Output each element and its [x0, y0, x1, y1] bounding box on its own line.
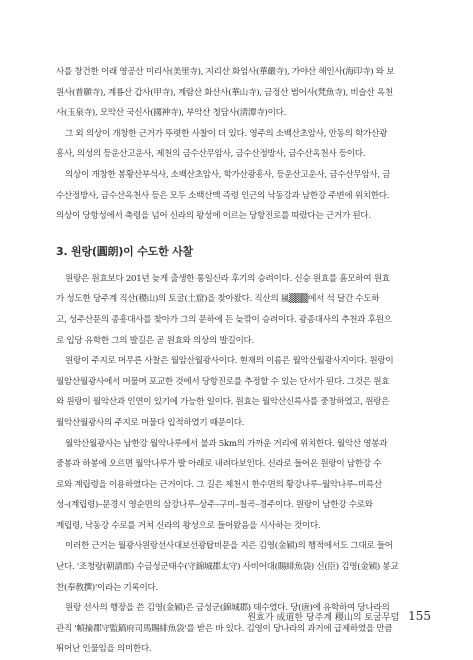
page-footer — [56, 609, 431, 623]
text-line: 난다. '조청랑(朝請郎) 수금성군태수(守錦城郡太守) 사비어대(賜緋魚袋) 신(臣) 김영(金穎) 봉교 — [56, 562, 399, 573]
text-line: 고, 성주산문의 종흥대사를 찾아가 그의 문하에 든 늦깎이 승려이다. 광종대사의 추천과 후원으 — [56, 314, 392, 325]
text-line: 의상이 당항성에서 축령을 넘어 신라의 왕성에 이르는 당항진로를 따랐다는 근거가 된다. — [56, 211, 371, 222]
text-line: 사(玉泉寺), 모악산 국신사(國神寺), 부악산 청담사(淸潭寺)이다. — [56, 108, 287, 119]
text-line: 중봉과 하봉에 오르면 월악나루가 발 아래로 내려다보인다. 신라로 들어온 원랑이 남한강 수 — [56, 459, 382, 470]
section-heading: 3. 원랑(圓朗)이 수도한 사찰 — [56, 244, 193, 258]
text-line: 원랑 선사의 행장을 쓴 김영(金穎)은 금성군(錦城郡) 태수였다. 당(唐)에 유학하여 당나라의 — [65, 603, 390, 614]
page-number: 155 — [408, 609, 431, 623]
text-line: 월악산월광사는 남한강 월악나루에서 불과 5km의 가까운 거리에 위치한다. 월악산 영봉과 — [65, 438, 388, 449]
text-line: 그 외 의상이 개창한 근거가 뚜렷한 사찰이 더 있다. 영주의 소백산초암사, 안동의 학가산광 — [65, 128, 388, 139]
document-page — [56, 62, 426, 660]
text-line: 사를 창건한 이래 영공산 미리사(美里寺), 지리산 화엄사(華嚴寺), 가야산 해인사(海印寺) 와 보 — [56, 67, 395, 77]
text-line: 흥사, 의성의 등운산고운사, 제천의 금수산무암사, 금수산정방사, 금수산옥천사 등이다. — [56, 149, 366, 160]
text-line: 원랑이 주지로 머무른 사찰은 월암산월광사이다. 현재의 이름은 월악산월광사지이다. 원랑이 — [65, 356, 394, 367]
text-line: 로와 계립령을 이용하였다는 근거이다. 그 길은 제천시 한수면의 황강나루–월악나루–미륵산 — [56, 479, 382, 490]
text-line: 와 원랑이 월악산과 인연이 있기에 가능한 일이다. 원효는 월악산신륵사를 중창하였고, 원랑은 — [56, 397, 390, 408]
text-line: 뛰어난 인물임을 의미한다. — [56, 644, 152, 655]
running-title: 원효가 成道한 당주계 稷山의 토굴무덤 — [247, 613, 400, 623]
body-text-top — [56, 62, 426, 227]
text-line: 원랑은 원효보다 201년 늦게 출생한 통일신라 후기의 승려이다. 신승 원효를 흠모하여 원효 — [65, 273, 390, 284]
text-line: 수산정방사, 금수산옥천사 등은 모두 소백산맥 즉령 인근의 낙동강과 남한강 주변에 위치한다. — [56, 190, 390, 201]
text-line: 로 입당 유학한 그의 발길은 곧 원효와 의상의 발길이다. — [56, 335, 254, 346]
text-line: 월악산월광사의 주지로 머물다 입적하였기 때문이다. — [56, 417, 245, 428]
text-line: 월암산월광사에서 머물며 포교한 것에서 당항진로를 추정할 수 있는 단서가 된다. 그것은 원효 — [56, 376, 390, 387]
text-line: 원사(普願寺), 계룡산 갑사(甲寺), 계람산 화산사(華山寺), 금정산 범어사(梵魚寺), 비슬산 옥천 — [56, 87, 393, 98]
text-line: 의상이 개창한 봉황산부석사, 소백산초암사, 학가산광흥사, 등운산고운사, 금수산무암사, 금 — [65, 169, 391, 180]
text-line: 이러한 근거는 월광사원랑선사대보선광탑비문을 지은 김영(金穎)의 행적에서도 그대로 들어 — [65, 541, 393, 552]
text-line: 성–(계립령)–문경시 영순면의 삼강나루–상주–구미–칠곡–경주이다. 원랑이 남한강 수로와 — [56, 500, 373, 511]
text-line: 관직 '幀掄郡守監鎬府司馬賜緋魚袋'를 받은 바 있다. 김영이 당나라의 과거에 급제하였을 만큼 — [56, 623, 393, 634]
text-line: 계립령, 낙동강 수로를 거쳐 신라의 왕성으로 들어왔음을 시사하는 것이다. — [56, 520, 321, 531]
text-line: 가 성도한 당주계 직산(稷山)의 토굴(土窟)을 찾아왔다. 직산의 嵐▒▒▒에서 석 달간 수도하 — [56, 294, 380, 305]
body-text-bottom — [56, 269, 426, 660]
text-line: 찬(奉敎撰)'이라는 기록이다. — [56, 582, 158, 593]
